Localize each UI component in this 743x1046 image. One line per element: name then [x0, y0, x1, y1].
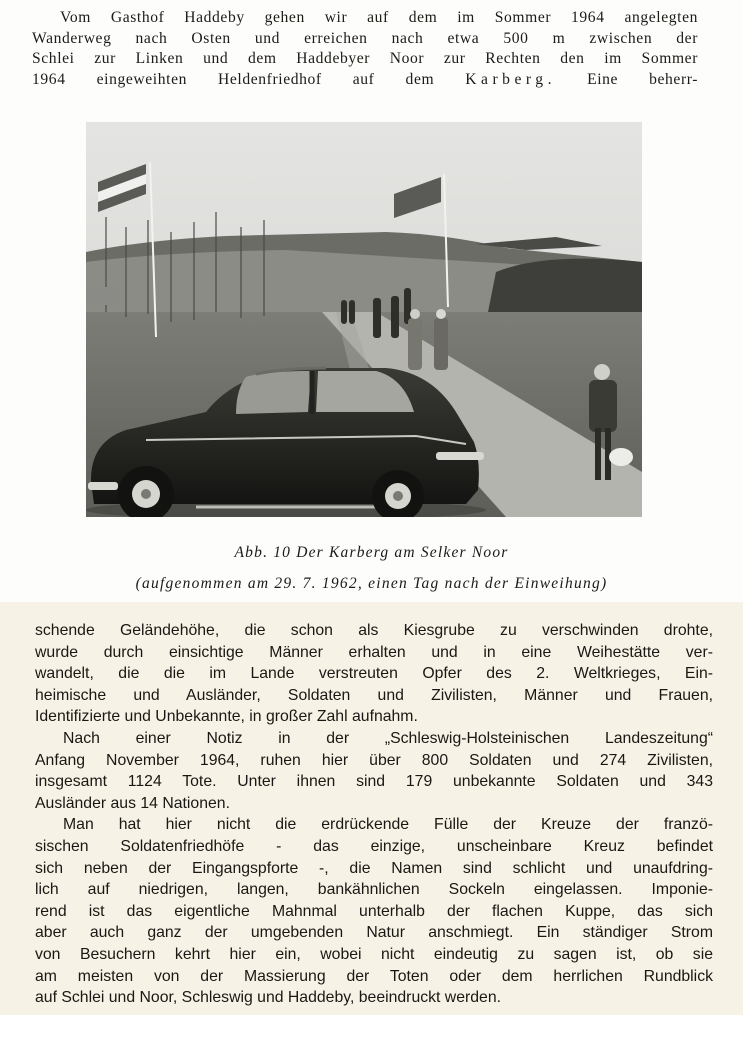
text-line: rend ist das eigentliche Mahnmal unterhalb der flachen Kuppe, das sich [35, 902, 713, 920]
body-text [35, 620, 713, 1009]
figure-caption-title: Abb. 10 Der Karberg am Selker Noor [234, 544, 509, 561]
figure-caption-subtitle: (aufgenommen am 29. 7. 1962, einen Tag nach der Einweihung) [135, 575, 608, 592]
text-line: Anfang November 1964, ruhen hier über 800 Soldaten und 274 Zivilisten, [35, 751, 713, 769]
text-line: Man hat hier nicht die erdrückende Fülle der Kreuze der franzö- [63, 816, 713, 834]
figure-photo [86, 122, 642, 517]
text-line: lich auf niedrigen, langen, bankähnlichen Sockeln eingelassen. Imponie- [35, 881, 713, 899]
text-line: Wanderweg nach Osten und erreichen nach etwa 500 m zwischen der [32, 29, 698, 47]
text-line: Nach einer Notiz in der „Schleswig-Holsteinischen Landeszeitung“ [63, 729, 713, 747]
text-fragment: Eine beherr- [587, 70, 699, 88]
text-line: Schlei zur Linken und dem Haddebyer Noor zur Rechten den im Sommer [32, 50, 698, 67]
text-line: auf Schlei und Noor, Schleswig und Haddeby, beeindruckt werden. [35, 989, 502, 1007]
text-line: sich neben der Eingangspforte -, die Namen sind schlicht und unaufdring- [35, 859, 713, 877]
text-line: Identifizierte und Unbekannte, in großer Zahl aufnahm. [35, 708, 418, 726]
text-line: aber auch ganz der umgebenden Natur anschmiegt. Ein ständiger Strom [35, 924, 713, 942]
text-line [32, 70, 698, 91]
text-line: wurde durch einsichtige Männer erhalten und in eine Weihestätte ver- [35, 643, 713, 661]
text-line: heimische und Ausländer, Soldaten und Zivilisten, Männer und Frauen, [35, 686, 713, 704]
text-line: wandelt, die die im Lande verstreuten Opfer des 2. Weltkrieges, Ein- [35, 665, 713, 683]
text-line: von Besuchern kehrt hier ein, wobei nicht eindeutig zu sagen ist, ob sie [35, 945, 713, 963]
place-name-karberg: Karberg. [465, 70, 556, 88]
text-line: schende Geländehöhe, die schon als Kiesgrube zu verschwinden drohte, [35, 622, 713, 639]
text-line: am meisten von der Massierung der Toten oder dem herrlichen Rundblick [35, 967, 713, 985]
text-line: insgesamt 1124 Tote. Unter ihnen sind 179 unbekannte Soldaten und 343 [35, 773, 713, 791]
intro-paragraph [32, 8, 698, 90]
text-line: Vom Gasthof Haddeby gehen wir auf dem im Sommer 1964 angelegten [60, 9, 698, 26]
text-line: sischen Soldatenfriedhöfe - das einzige, unscheinbare Kreuz befindet [35, 837, 713, 855]
text-fragment: 1964 eingeweihten Heldenfriedhof auf dem [32, 70, 435, 88]
text-line: Ausländer aus 14 Nationen. [35, 794, 230, 812]
